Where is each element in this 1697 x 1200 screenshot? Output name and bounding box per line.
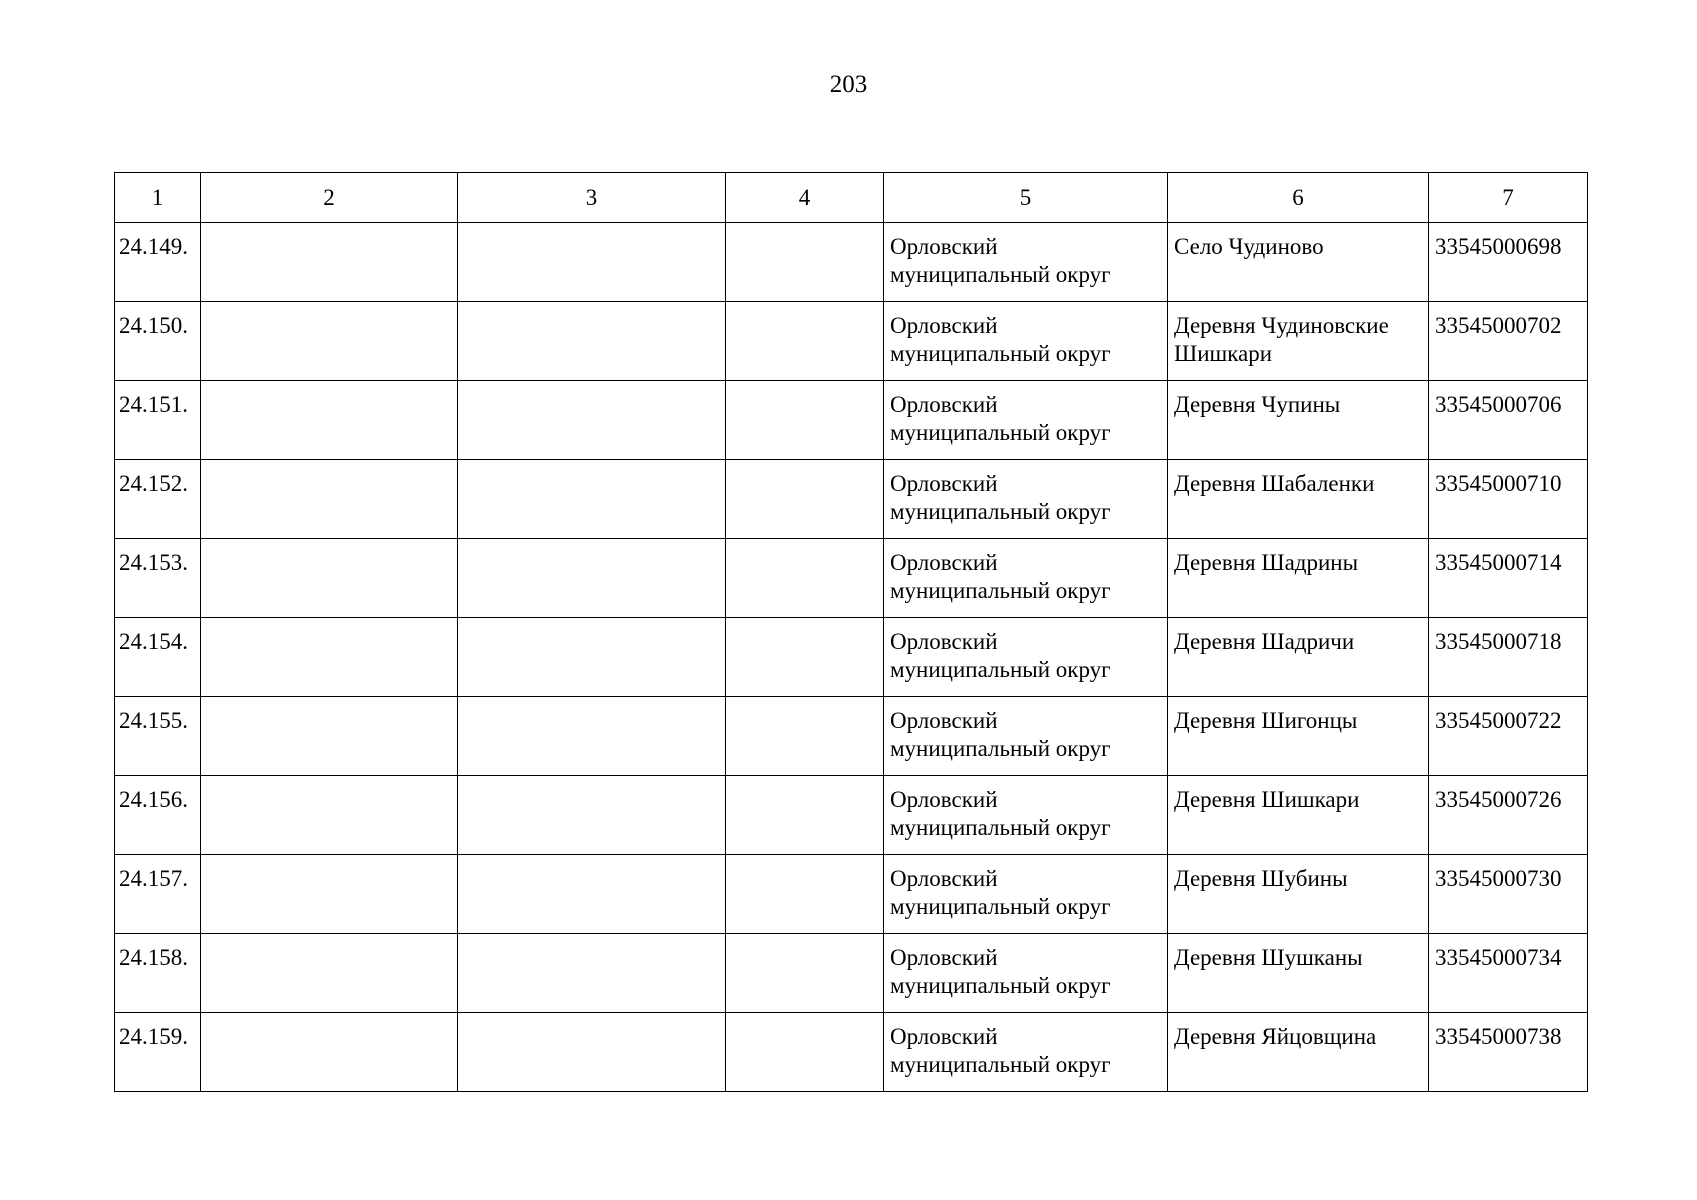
settlement-cell: Деревня Шубины (1168, 855, 1429, 934)
district-cell: Орловский муниципальный округ (884, 381, 1168, 460)
district-cell: Орловский муниципальный округ (884, 460, 1168, 539)
row-number-cell: 24.150. (115, 302, 201, 381)
settlement-cell: Деревня Шишкари (1168, 776, 1429, 855)
settlement-cell: Деревня Шадрины (1168, 539, 1429, 618)
table-row (115, 539, 1588, 618)
settlement-cell: Деревня Чудиновские Шишкари (1168, 302, 1429, 381)
table-row (115, 1013, 1588, 1092)
settlement-cell: Деревня Яйцовщина (1168, 1013, 1429, 1092)
table-row (115, 223, 1588, 302)
column-4-cell (726, 223, 884, 302)
column-4-cell (726, 934, 884, 1013)
column-header-1: 1 (115, 173, 201, 223)
column-4-cell (726, 302, 884, 381)
table-row (115, 381, 1588, 460)
column-3-cell (458, 539, 726, 618)
column-2-cell (201, 776, 458, 855)
oktmo-code-cell: 33545000714 (1429, 539, 1588, 618)
column-header-7: 7 (1429, 173, 1588, 223)
oktmo-code-cell: 33545000722 (1429, 697, 1588, 776)
column-3-cell (458, 1013, 726, 1092)
oktmo-code-cell: 33545000738 (1429, 1013, 1588, 1092)
column-4-cell (726, 381, 884, 460)
column-2-cell (201, 697, 458, 776)
settlement-cell: Деревня Шушканы (1168, 934, 1429, 1013)
row-number-cell: 24.153. (115, 539, 201, 618)
table-row (115, 855, 1588, 934)
column-4-cell (726, 618, 884, 697)
settlement-cell: Деревня Шабаленки (1168, 460, 1429, 539)
column-3-cell (458, 381, 726, 460)
column-2-cell (201, 381, 458, 460)
column-4-cell (726, 697, 884, 776)
district-cell: Орловский муниципальный округ (884, 697, 1168, 776)
settlement-cell: Деревня Чупины (1168, 381, 1429, 460)
column-2-cell (201, 539, 458, 618)
oktmo-code-cell: 33545000698 (1429, 223, 1588, 302)
oktmo-code-cell: 33545000734 (1429, 934, 1588, 1013)
column-header-3: 3 (458, 173, 726, 223)
settlements-table (114, 172, 1588, 1092)
column-header-6: 6 (1168, 173, 1429, 223)
district-cell: Орловский муниципальный округ (884, 776, 1168, 855)
column-2-cell (201, 855, 458, 934)
settlement-cell: Деревня Шадричи (1168, 618, 1429, 697)
district-cell: Орловский муниципальный округ (884, 1013, 1168, 1092)
district-cell: Орловский муниципальный округ (884, 223, 1168, 302)
column-header-5: 5 (884, 173, 1168, 223)
column-header-4: 4 (726, 173, 884, 223)
oktmo-code-cell: 33545000730 (1429, 855, 1588, 934)
row-number-cell: 24.149. (115, 223, 201, 302)
column-3-cell (458, 460, 726, 539)
table-row (115, 618, 1588, 697)
table-row (115, 934, 1588, 1013)
column-3-cell (458, 302, 726, 381)
oktmo-code-cell: 33545000710 (1429, 460, 1588, 539)
column-2-cell (201, 460, 458, 539)
row-number-cell: 24.157. (115, 855, 201, 934)
column-3-cell (458, 697, 726, 776)
row-number-cell: 24.154. (115, 618, 201, 697)
column-4-cell (726, 855, 884, 934)
column-3-cell (458, 618, 726, 697)
row-number-cell: 24.156. (115, 776, 201, 855)
oktmo-code-cell: 33545000718 (1429, 618, 1588, 697)
column-3-cell (458, 934, 726, 1013)
column-header-2: 2 (201, 173, 458, 223)
row-number-cell: 24.151. (115, 381, 201, 460)
settlement-cell: Село Чудиново (1168, 223, 1429, 302)
table-row (115, 697, 1588, 776)
table-row (115, 460, 1588, 539)
row-number-cell: 24.159. (115, 1013, 201, 1092)
column-3-cell (458, 223, 726, 302)
column-2-cell (201, 1013, 458, 1092)
column-3-cell (458, 776, 726, 855)
column-2-cell (201, 934, 458, 1013)
column-4-cell (726, 1013, 884, 1092)
column-4-cell (726, 460, 884, 539)
oktmo-code-cell: 33545000726 (1429, 776, 1588, 855)
row-number-cell: 24.155. (115, 697, 201, 776)
column-4-cell (726, 539, 884, 618)
district-cell: Орловский муниципальный округ (884, 539, 1168, 618)
oktmo-code-cell: 33545000706 (1429, 381, 1588, 460)
table-row (115, 302, 1588, 381)
row-number-cell: 24.152. (115, 460, 201, 539)
district-cell: Орловский муниципальный округ (884, 618, 1168, 697)
district-cell: Орловский муниципальный округ (884, 934, 1168, 1013)
oktmo-code-cell: 33545000702 (1429, 302, 1588, 381)
table-row (115, 776, 1588, 855)
district-cell: Орловский муниципальный округ (884, 302, 1168, 381)
column-2-cell (201, 302, 458, 381)
settlement-cell: Деревня Шигонцы (1168, 697, 1429, 776)
column-3-cell (458, 855, 726, 934)
column-4-cell (726, 776, 884, 855)
column-2-cell (201, 618, 458, 697)
district-cell: Орловский муниципальный округ (884, 855, 1168, 934)
header-row (115, 173, 1588, 223)
column-2-cell (201, 223, 458, 302)
row-number-cell: 24.158. (115, 934, 201, 1013)
page-number: 203 (829, 71, 868, 98)
